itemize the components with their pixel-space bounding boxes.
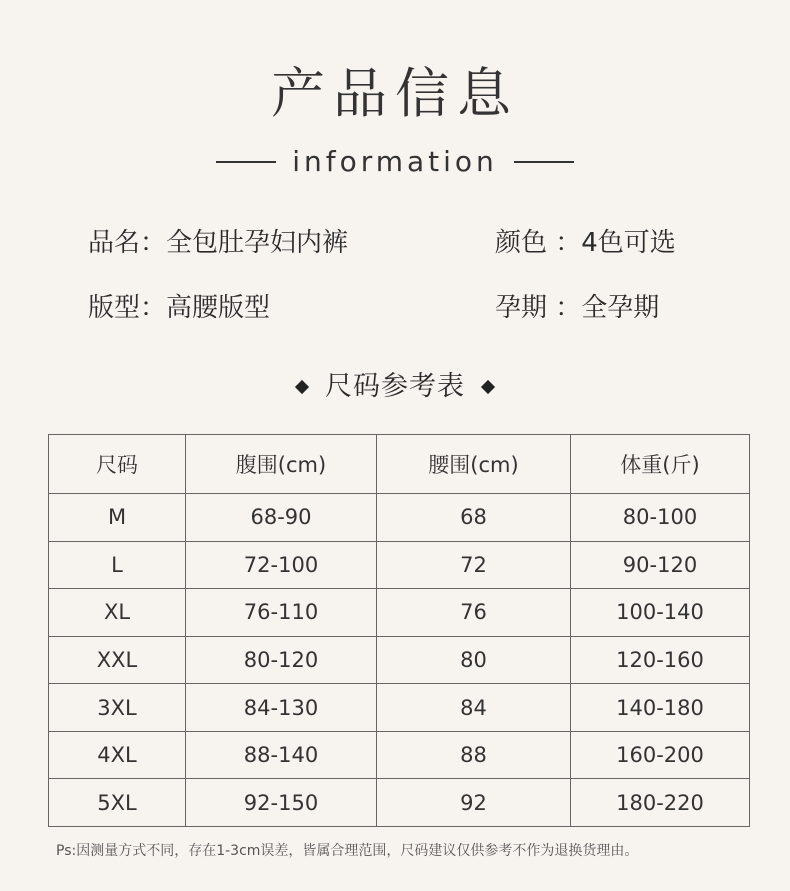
size-cell: XXL — [49, 636, 186, 684]
waist-cell: 88 — [377, 731, 571, 779]
weight-cell: 100-140 — [571, 589, 750, 637]
header-weight: 体重(斤) — [571, 435, 750, 494]
table-row — [49, 731, 750, 779]
subtitle-right-rule — [514, 161, 574, 163]
page-subtitle: information — [292, 145, 498, 178]
subtitle-left-rule — [216, 161, 276, 163]
size-disclaimer: Ps:因测量方式不同，存在1-3cm误差，皆属合理范围，尺码建议仅供参考不作为退换货理由。 — [56, 843, 639, 859]
table-row — [49, 493, 750, 541]
diamond-icon — [295, 380, 309, 394]
waist-cell: 92 — [377, 779, 571, 827]
waist-cell: 72 — [377, 541, 571, 589]
size-cell: XL — [49, 589, 186, 637]
weight-cell: 160-200 — [571, 731, 750, 779]
size-cell: 5XL — [49, 779, 186, 827]
belly-cell: 88-140 — [186, 731, 377, 779]
header-waist: 腰围(cm) — [377, 435, 571, 494]
header-belly: 腹围(cm) — [186, 435, 377, 494]
weight-cell: 120-160 — [571, 636, 750, 684]
table-row — [49, 684, 750, 732]
header-size: 尺码 — [49, 435, 186, 494]
size-chart-heading — [0, 367, 790, 407]
belly-cell: 84-130 — [186, 684, 377, 732]
size-cell: L — [49, 541, 186, 589]
belly-cell: 72-100 — [186, 541, 377, 589]
table-row — [49, 589, 750, 637]
diamond-icon — [481, 380, 495, 394]
size-cell: 4XL — [49, 731, 186, 779]
product-name: 品名：全包肚孕妇内裤 — [88, 228, 349, 258]
size-cell: 3XL — [49, 684, 186, 732]
size-chart-title: 尺码参考表 — [325, 371, 465, 402]
belly-cell: 80-120 — [186, 636, 377, 684]
product-color: 颜色 ：4色可选 — [495, 228, 676, 258]
waist-cell: 68 — [377, 493, 571, 541]
weight-cell: 90-120 — [571, 541, 750, 589]
belly-cell: 76-110 — [186, 589, 377, 637]
weight-cell: 80-100 — [571, 493, 750, 541]
product-period: 孕期 ：全孕期 — [495, 293, 660, 323]
weight-cell: 180-220 — [571, 779, 750, 827]
subtitle-row — [0, 145, 790, 179]
product-style: 版型：高腰版型 — [88, 293, 271, 323]
table-row — [49, 541, 750, 589]
waist-cell: 76 — [377, 589, 571, 637]
belly-cell: 68-90 — [186, 493, 377, 541]
weight-cell: 140-180 — [571, 684, 750, 732]
page-title: 产品信息 — [271, 62, 519, 125]
waist-cell: 80 — [377, 636, 571, 684]
belly-cell: 92-150 — [186, 779, 377, 827]
table-row — [49, 779, 750, 827]
waist-cell: 84 — [377, 684, 571, 732]
table-row — [49, 636, 750, 684]
table-header-row — [49, 435, 750, 494]
size-cell: M — [49, 493, 186, 541]
size-chart-table — [48, 434, 750, 827]
